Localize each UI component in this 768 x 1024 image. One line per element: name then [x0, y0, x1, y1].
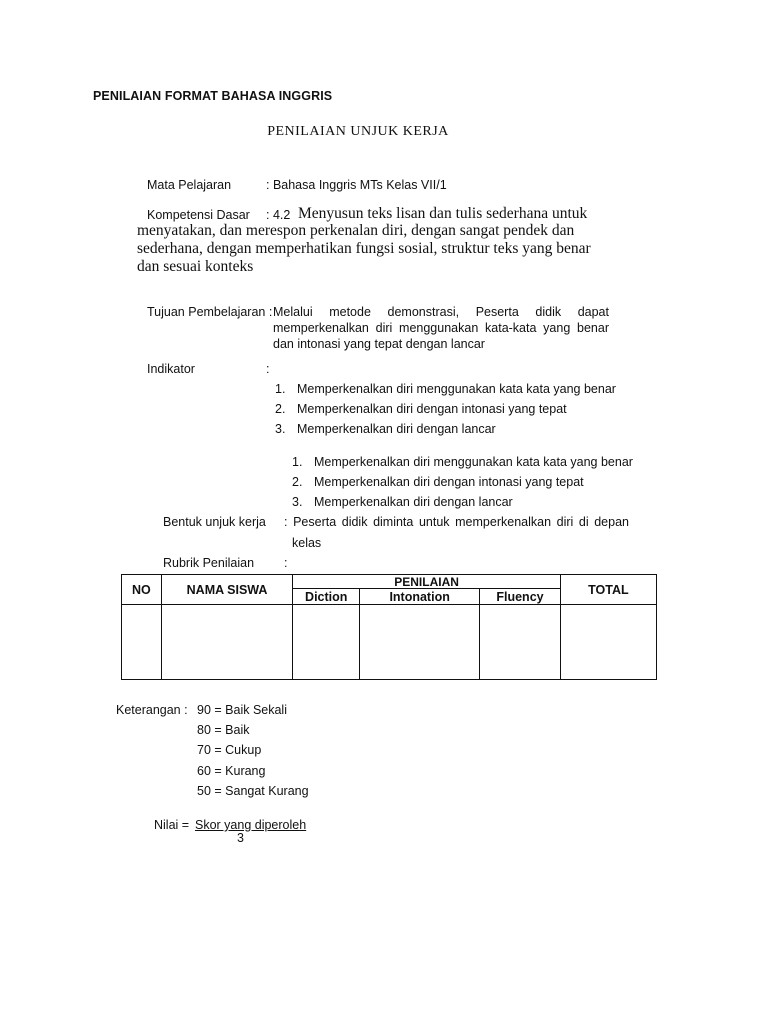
header-penilaian: PENILAIAN — [293, 575, 560, 589]
keterangan-item: 70 = Cukup — [197, 743, 262, 757]
kompetensi-dasar-prefix: : 4.2 — [266, 208, 291, 222]
indikator-item: 2. Memperkenalkan diri dengan intonasi yang tepat — [275, 402, 567, 416]
kompetensi-dasar-label: Kompetensi Dasar — [147, 208, 250, 222]
rubric-table — [121, 574, 657, 680]
keterangan-item: 90 = Baik Sekali — [197, 703, 287, 717]
nilai-numerator: Skor yang diperoleh — [195, 818, 307, 832]
keterangan-item: 60 = Kurang — [197, 764, 266, 778]
indikator-item-repeat: 1. Memperkenalkan diri menggunakan kata kata yang benar — [292, 455, 633, 469]
header-fluency: Fluency — [480, 589, 561, 605]
header-intonation: Intonation — [360, 589, 480, 605]
tujuan-label: Tujuan Pembelajaran : — [147, 305, 273, 319]
indikator-item-repeat: 2. Memperkenalkan diri dengan intonasi yang tepat — [292, 475, 584, 489]
keterangan-item: 80 = Baik — [197, 723, 250, 737]
cell-total — [560, 605, 656, 680]
bentuk-line: : Peserta didik diminta untuk memperkenalkan diri di depan — [284, 515, 629, 529]
indikator-colon: : — [266, 362, 270, 376]
header-total: TOTAL — [560, 575, 656, 605]
document-header: PENILAIAN FORMAT BAHASA INGGRIS — [93, 89, 333, 103]
document-title: PENILAIAN UNJUK KERJA — [267, 124, 449, 139]
bentuk-label: Bentuk unjuk kerja — [163, 515, 266, 529]
indikator-item-repeat: 3. Memperkenalkan diri dengan lancar — [292, 495, 513, 509]
header-diction: Diction — [293, 589, 360, 605]
indikator-item: 3. Memperkenalkan diri dengan lancar — [275, 422, 496, 436]
kompetensi-dasar-line: dan sesuai konteks — [137, 258, 254, 275]
kompetensi-dasar-line: menyatakan, dan merespon perkenalan diri, dengan sangat pendek dan — [137, 222, 575, 239]
cell-no — [122, 605, 162, 680]
cell-intonation — [360, 605, 480, 680]
nilai-label: Nilai = — [154, 818, 190, 832]
tujuan-line: Melalui metode demonstrasi, Peserta didik dapat — [273, 305, 609, 319]
indikator-item: 1. Memperkenalkan diri menggunakan kata kata yang benar — [275, 382, 616, 396]
cell-nama — [161, 605, 293, 680]
indikator-label: Indikator — [147, 362, 195, 376]
header-nama-siswa: NAMA SISWA — [161, 575, 293, 605]
table-row — [122, 605, 657, 680]
kompetensi-dasar-line: Menyusun teks lisan dan tulis sederhana untuk — [298, 205, 588, 222]
keterangan-item: 50 = Sangat Kurang — [197, 784, 309, 798]
keterangan-label: Keterangan : — [116, 703, 188, 717]
rubrik-colon: : — [284, 556, 288, 570]
bentuk-line: kelas — [292, 536, 322, 550]
mata-pelajaran-label: Mata Pelajaran — [147, 178, 232, 192]
mata-pelajaran-value: : Bahasa Inggris MTs Kelas VII/1 — [266, 178, 447, 192]
nilai-denominator: 3 — [237, 831, 244, 845]
rubrik-label: Rubrik Penilaian — [163, 556, 255, 570]
cell-fluency — [480, 605, 561, 680]
tujuan-line: dan intonasi yang tepat dengan lancar — [273, 337, 485, 351]
tujuan-line: memperkenalkan diri menggunakan kata-kata yang benar — [273, 321, 609, 335]
cell-diction — [293, 605, 360, 680]
kompetensi-dasar-line: sederhana, dengan memperhatikan fungsi sosial, struktur teks yang benar — [137, 240, 591, 257]
header-no: NO — [122, 575, 162, 605]
